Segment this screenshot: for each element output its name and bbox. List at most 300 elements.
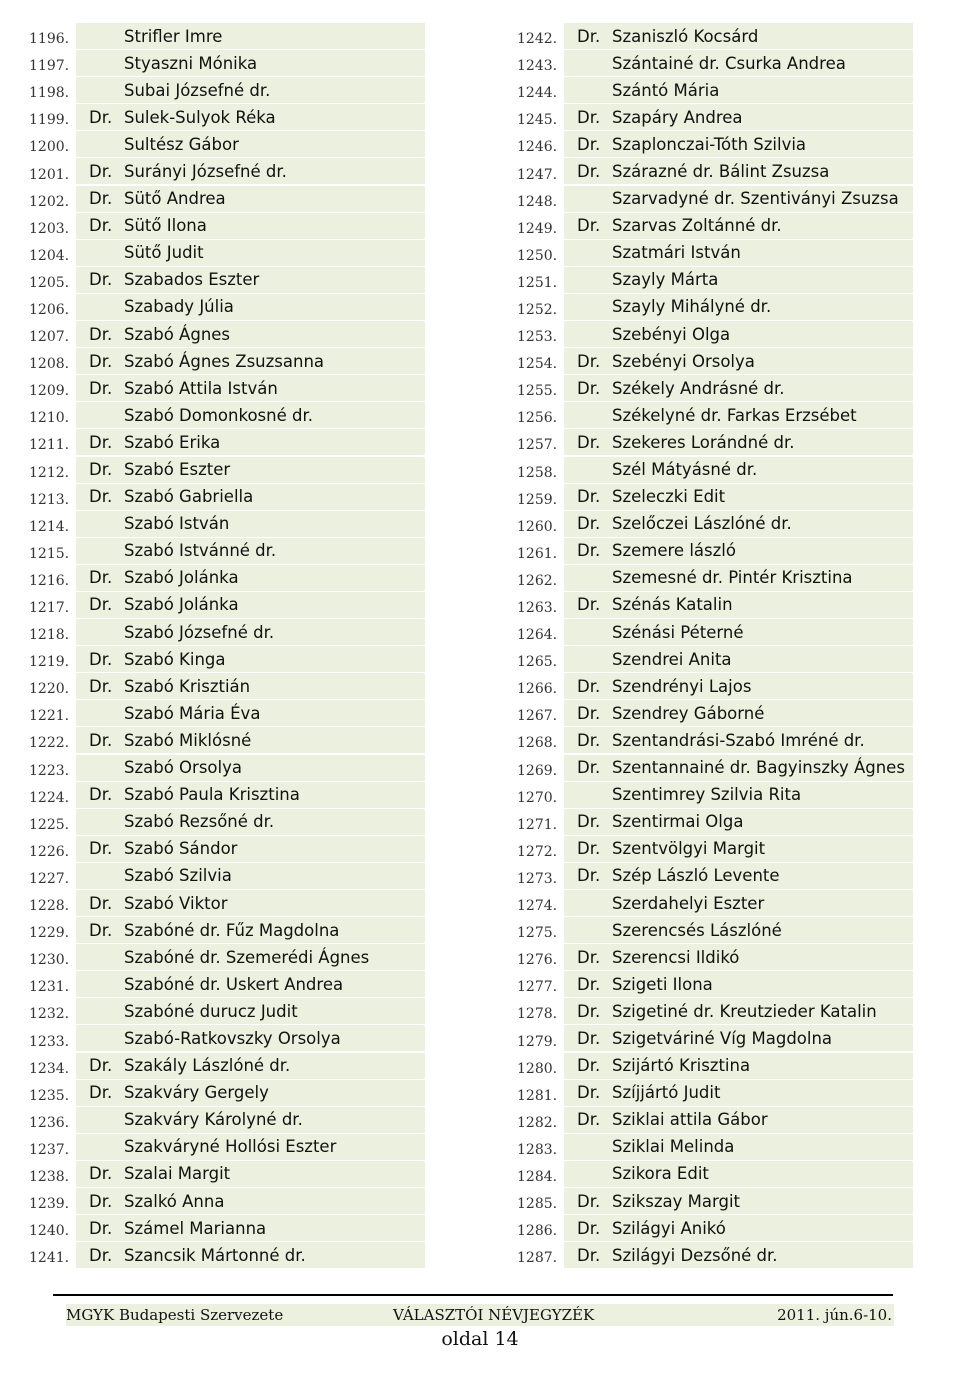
entry-cell [564,77,913,103]
entry-cell [76,213,425,239]
entry-name: Sütő Andrea [124,189,226,209]
entry-name: Székely Andrásné dr. [612,378,785,398]
entry-name: Szabó Kinga [124,649,226,669]
entry-title-prefix: Dr. [89,676,113,696]
entry-number: 1255. [517,383,558,400]
list-item [513,1161,913,1188]
entry-name: Szabó Szilvia [124,866,232,886]
entry-cell [76,1161,425,1187]
entry-title-prefix: Dr. [89,568,113,588]
footer-divider [53,1294,893,1296]
list-item [513,782,913,809]
entry-cell [76,23,425,49]
entry-number: 1227. [29,870,70,887]
entry-title-prefix: Dr. [577,26,601,46]
entry-number: 1256. [517,410,558,427]
entry-number: 1264. [517,627,558,644]
entry-cell [564,619,913,645]
entry-number: 1249. [517,220,558,237]
entry-number: 1226. [29,843,70,860]
list-item [25,131,425,158]
entry-cell [76,917,425,943]
list-item [25,1107,425,1134]
entry-number: 1203. [29,220,70,237]
entry-number: 1248. [517,193,558,210]
entry-name: Szerdahelyi Eszter [612,893,765,913]
entry-name: Szebényi Orsolya [612,351,755,371]
list-item [25,511,425,538]
entry-name: Szaplonczai-Tóth Szilvia [612,134,807,154]
entry-cell [564,186,913,212]
list-item [25,321,425,348]
entry-name: Szentimrey Szilvia Rita [612,785,802,805]
entry-name: Szél Mátyásné dr. [612,460,758,479]
entry-number: 1258. [517,464,558,481]
entry-number: 1228. [29,898,70,915]
entry-cell [564,511,913,537]
list-item [513,50,913,77]
entry-cell [564,727,913,753]
entry-name: Szabó Domonkosné dr. [124,405,313,425]
list-item [513,511,913,538]
list-item [513,1080,913,1107]
list-item [25,294,425,321]
entry-number: 1197. [29,58,70,75]
entry-name: Szayly Mihályné dr. [612,297,772,317]
list-item [513,23,913,50]
entry-title-prefix: Dr. [89,1245,113,1265]
entry-name: Szendrényi Lajos [612,676,752,696]
entry-cell [76,1188,425,1214]
list-item [25,1025,425,1052]
entry-title-prefix: Dr. [89,1191,113,1211]
entry-name: Szalkó Anna [124,1191,225,1211]
list-item [513,592,913,619]
entry-title-prefix: Dr. [89,460,113,479]
entry-title-prefix: Dr. [577,351,601,371]
footer-bar [66,1304,894,1326]
entry-name: Szelőczei Lászlóné dr. [612,514,792,534]
list-item [25,1053,425,1080]
entry-name: Szekeres Lorándné dr. [612,432,795,452]
entry-cell [76,1053,425,1079]
list-item [25,457,425,484]
list-item [25,402,425,429]
entry-number: 1279. [517,1033,558,1050]
entry-name: Szeleczki Edit [612,487,726,507]
entry-number: 1241. [29,1250,70,1267]
entry-title-prefix: Dr. [89,1164,113,1184]
list-item [513,402,913,429]
entry-title-prefix: Dr. [89,161,113,181]
entry-title-prefix: Dr. [577,161,601,181]
entry-number: 1269. [517,762,558,779]
entry-number: 1281. [517,1087,558,1104]
entry-name: Szakváryné Hollósi Eszter [124,1137,337,1157]
entry-title-prefix: Dr. [89,216,113,236]
list-item [513,917,913,944]
entry-name: Szigetiné dr. Kreutzieder Katalin [612,1001,877,1021]
entry-cell [564,538,913,564]
entry-number: 1211. [29,437,70,454]
entry-cell [76,1025,425,1051]
entry-cell [76,429,425,455]
entry-cell [564,592,913,618]
entry-number: 1196. [29,31,70,48]
list-item [25,1080,425,1107]
entry-number: 1231. [29,979,70,996]
entry-number: 1225. [29,816,70,833]
entry-name: Szabó Eszter [124,460,231,479]
list-item [513,1134,913,1161]
entry-cell [564,1134,913,1160]
entry-cell [76,809,425,835]
entry-cell [76,267,425,293]
list-item [513,727,913,754]
entry-title-prefix: Dr. [89,893,113,913]
entry-number: 1233. [29,1033,70,1050]
entry-title-prefix: Dr. [577,541,601,561]
entry-cell [76,1107,425,1133]
entry-name: Szabó Orsolya [124,758,242,778]
entry-number: 1206. [29,301,70,318]
entry-name: Strifler Imre [124,26,223,46]
entry-cell [564,104,913,130]
list-item [25,104,425,131]
list-item [25,1242,425,1269]
entry-number: 1275. [517,925,558,942]
entry-cell [564,863,913,889]
entry-name: Styaszni Mónika [124,53,258,73]
entry-number: 1285. [517,1196,558,1213]
entry-cell [76,104,425,130]
entry-cell [76,186,425,212]
list-item [513,1215,913,1242]
list-item [513,971,913,998]
entry-number: 1251. [517,274,558,291]
list-item [513,809,913,836]
entry-number: 1208. [29,356,70,373]
entry-name: Szabóné dr. Fűz Magdolna [124,920,340,940]
entry-number: 1199. [29,112,70,129]
entry-name: Szabó Attila István [124,378,278,398]
entry-cell [564,782,913,808]
entry-name: Szénási Péterné [612,622,744,642]
entry-name: Szabóné dr. Szemerédi Ágnes [124,947,370,967]
entry-cell [76,782,425,808]
entry-name: Szántó Mária [612,80,720,100]
entry-title-prefix: Dr. [577,758,601,778]
entry-name: Szabó Mária Éva [124,703,261,723]
entry-title-prefix: Dr. [577,107,601,127]
list-item [25,971,425,998]
entry-cell [76,755,425,781]
entry-cell [76,50,425,76]
entry-name: Szemere lászló [612,541,736,561]
entry-cell [564,1188,913,1214]
entry-number: 1283. [517,1141,558,1158]
list-item [513,213,913,240]
entry-cell [76,131,425,157]
entry-name: Szayly Márta [612,270,719,290]
entry-name: Szabó Paula Krisztina [124,785,300,805]
list-item [513,294,913,321]
entry-cell [76,565,425,591]
entry-cell [564,294,913,320]
entry-number: 1276. [517,952,558,969]
list-item [513,700,913,727]
entry-cell [564,321,913,347]
entry-cell [564,1161,913,1187]
entry-cell [564,348,913,374]
entry-title-prefix: Dr. [89,107,113,127]
entry-number: 1240. [29,1223,70,1240]
left-column [25,23,425,1269]
list-item [25,565,425,592]
list-item [25,375,425,402]
list-item [513,375,913,402]
entry-cell [564,158,913,184]
entry-cell [76,646,425,672]
entry-cell [564,50,913,76]
list-item [25,646,425,673]
entry-name: Szarvas Zoltánné dr. [612,216,782,236]
entry-number: 1224. [29,789,70,806]
entry-name: Szikora Edit [612,1164,709,1184]
entry-number: 1236. [29,1114,70,1131]
list-item [513,186,913,213]
entry-number: 1229. [29,925,70,942]
list-item [25,1134,425,1161]
footer-document-title: VÁLASZTÓI NÉVJEGYZÉK [393,1306,595,1324]
entry-name: Surányi Józsefné dr. [124,161,287,181]
list-item [25,998,425,1025]
entry-title-prefix: Dr. [577,703,601,723]
entry-cell [564,809,913,835]
entry-number: 1204. [29,247,70,264]
list-item [25,186,425,213]
entry-name: Szénás Katalin [612,595,733,615]
entry-cell [564,755,913,781]
entry-number: 1232. [29,1006,70,1023]
entry-cell [564,1053,913,1079]
entry-name: Szijártó Krisztina [612,1056,751,1076]
entry-number: 1218. [29,627,70,644]
entry-cell [564,1215,913,1241]
list-item [513,429,913,456]
entry-number: 1217. [29,600,70,617]
list-item [25,1215,425,1242]
entry-name: Szabó Józsefné dr. [124,622,275,642]
entry-title-prefix: Dr. [89,1218,113,1238]
entry-title-prefix: Dr. [577,1028,601,1048]
entry-cell [76,402,425,428]
entry-name: Szabó Erika [124,432,221,452]
entry-name: Szentirmai Olga [612,812,744,832]
entry-cell [76,511,425,537]
list-item [25,863,425,890]
entry-cell [76,1080,425,1106]
entry-number: 1243. [517,58,558,75]
entry-cell [76,944,425,970]
list-item [513,484,913,511]
list-item [513,998,913,1025]
entry-name: Szabó-Ratkovszky Orsolya [124,1028,341,1048]
entry-name: Szilágyi Anikó [612,1218,726,1238]
entry-title-prefix: Dr. [89,839,113,859]
list-item [513,890,913,917]
entry-title-prefix: Dr. [577,514,601,534]
list-item [513,457,913,484]
entry-cell [564,429,913,455]
entry-name: Szabó Ágnes Zsuzsanna [124,351,325,371]
entry-cell [76,1242,425,1268]
entry-name: Szabó Miklósné [124,730,252,750]
entry-name: Szabó Jolánka [124,568,239,588]
entry-name: Szigeti Ilona [612,974,713,994]
entry-number: 1247. [517,166,558,183]
entry-title-prefix: Dr. [89,487,113,507]
entry-cell [76,727,425,753]
entry-title-prefix: Dr. [577,216,601,236]
list-item [513,131,913,158]
list-item [513,77,913,104]
entry-number: 1201. [29,166,70,183]
entry-cell [76,1215,425,1241]
entry-name: Szaniszló Kocsárd [612,26,759,46]
entry-number: 1235. [29,1087,70,1104]
entry-cell [564,131,913,157]
entry-cell [76,863,425,889]
entry-name: Szabó Sándor [124,839,238,859]
entry-title-prefix: Dr. [89,595,113,615]
list-item [513,240,913,267]
entry-cell [564,457,913,483]
entry-title-prefix: Dr. [577,134,601,154]
entry-name: Szabados Eszter [124,270,260,290]
list-item [513,267,913,294]
entry-title-prefix: Dr. [577,432,601,452]
entry-name: Szabó Gabriella [124,487,254,507]
entry-cell [76,77,425,103]
entry-name: Sulek-Sulyok Réka [124,107,276,127]
entry-cell [76,673,425,699]
list-item [25,23,425,50]
entry-number: 1272. [517,843,558,860]
entry-cell [564,1242,913,1268]
entry-number: 1253. [517,329,558,346]
entry-title-prefix: Dr. [89,785,113,805]
entry-cell [564,1107,913,1133]
footer-organization: MGYK Budapesti Szervezete [66,1306,284,1324]
entry-name: Szendrey Gáborné [612,703,765,723]
entry-number: 1244. [517,85,558,102]
entry-name: Szabóné durucz Judit [124,1001,298,1021]
list-item [25,77,425,104]
list-item [25,944,425,971]
list-item [25,50,425,77]
entry-number: 1278. [517,1006,558,1023]
entry-number: 1265. [517,654,558,671]
entry-title-prefix: Dr. [577,1056,601,1076]
entry-number: 1210. [29,410,70,427]
entry-title-prefix: Dr. [577,1218,601,1238]
list-item [513,158,913,185]
entry-cell [564,240,913,266]
entry-title-prefix: Dr. [577,1245,601,1265]
entry-name: Szabó Jolánka [124,595,239,615]
entry-name: Sziklai attila Gábor [612,1110,768,1130]
entry-cell [564,375,913,401]
entry-name: Szentannainé dr. Bagyinszky Ágnes [612,758,905,778]
list-item [513,836,913,863]
entry-number: 1202. [29,193,70,210]
entry-name: Székelyné dr. Farkas Erzsébet [612,405,857,425]
entry-number: 1259. [517,491,558,508]
entry-cell [76,294,425,320]
entry-name: Szancsik Mártonné dr. [124,1245,306,1265]
entry-title-prefix: Dr. [577,1083,601,1103]
entry-cell [564,23,913,49]
entry-number: 1207. [29,329,70,346]
entry-title-prefix: Dr. [89,270,113,290]
entry-number: 1220. [29,681,70,698]
entry-cell [76,538,425,564]
entry-number: 1268. [517,735,558,752]
entry-name: Számel Marianna [124,1218,267,1238]
entry-title-prefix: Dr. [89,730,113,750]
entry-number: 1260. [517,518,558,535]
entry-name: Szendrei Anita [612,649,732,669]
entry-name: Szentandrási-Szabó Imréné dr. [612,730,865,750]
list-item [25,538,425,565]
list-item [25,429,425,456]
list-item [25,1161,425,1188]
entry-cell [564,944,913,970]
list-item [25,673,425,700]
entry-name: Szigetváriné Víg Magdolna [612,1028,833,1048]
entry-name: Szikszay Margit [612,1191,741,1211]
entry-number: 1214. [29,518,70,535]
list-item [25,348,425,375]
entry-title-prefix: Dr. [577,730,601,750]
entry-cell [564,971,913,997]
entry-number: 1212. [29,464,70,481]
entry-title-prefix: Dr. [89,432,113,452]
entry-number: 1277. [517,979,558,996]
page-number: oldal 14 [441,1328,519,1350]
entry-cell [564,267,913,293]
list-item [513,104,913,131]
entry-name: Szebényi Olga [612,324,731,344]
entry-cell [76,619,425,645]
entry-number: 1267. [517,708,558,725]
entry-cell [76,998,425,1024]
list-item [25,727,425,754]
entry-cell [564,646,913,672]
list-item [513,619,913,646]
entry-number: 1263. [517,600,558,617]
entry-title-prefix: Dr. [577,947,601,967]
entry-number: 1274. [517,898,558,915]
entry-name: Szíjjártó Judit [612,1083,721,1103]
entry-number: 1266. [517,681,558,698]
entry-number: 1200. [29,139,70,156]
entry-title-prefix: Dr. [577,595,601,615]
entry-cell [76,592,425,618]
entry-name: Szabó Ágnes [124,324,231,344]
entry-number: 1270. [517,789,558,806]
